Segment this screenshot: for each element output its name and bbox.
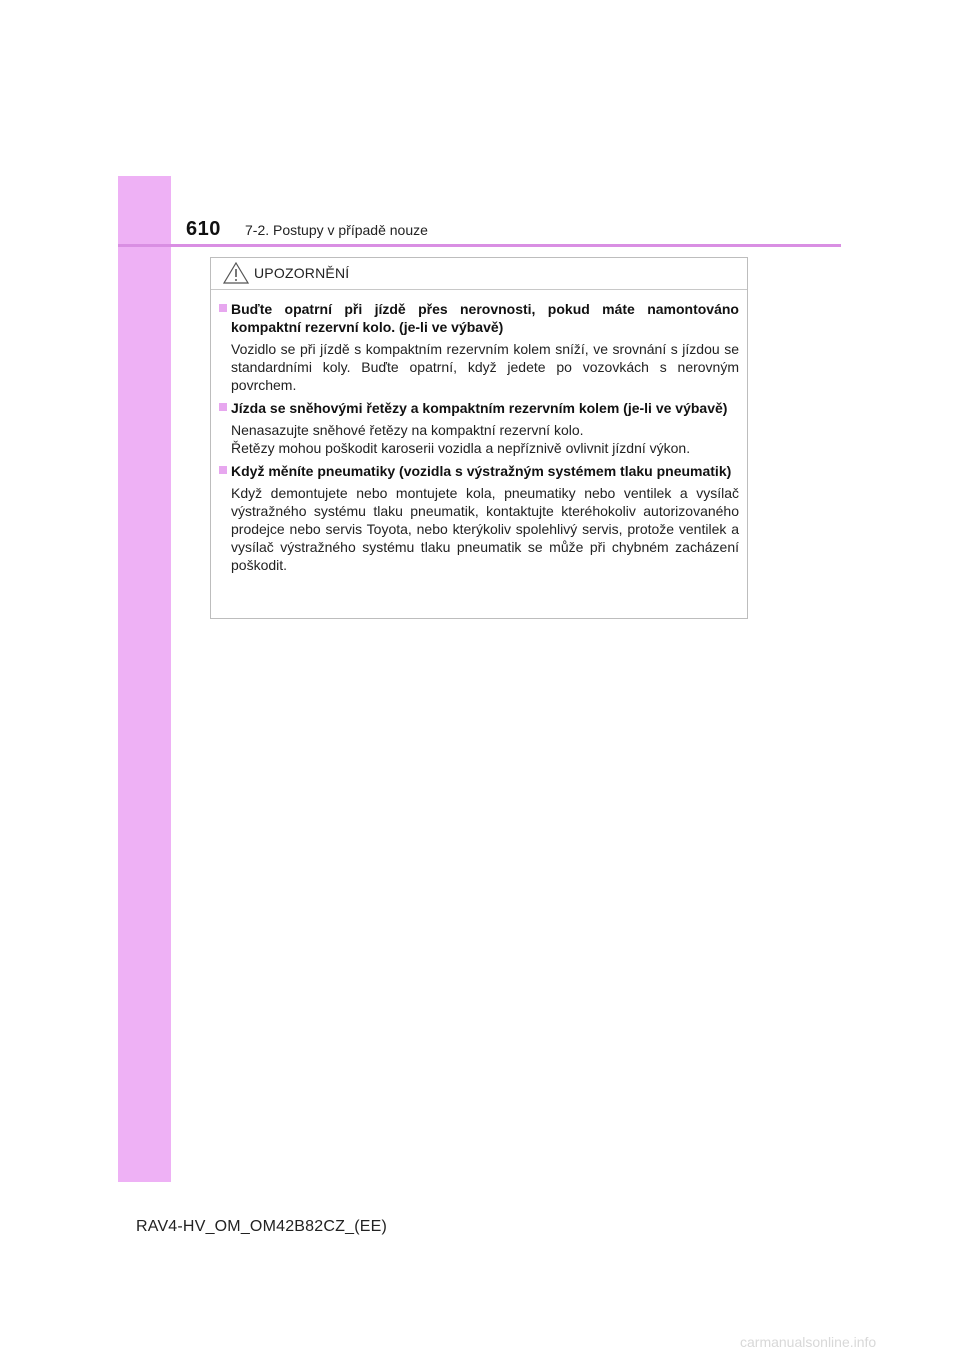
page-number: 610 (186, 218, 221, 240)
warning-item-text: Nenasazujte sněhové řetězy na kompaktní rezervní kolo. (231, 422, 584, 438)
warning-triangle-icon (223, 262, 249, 284)
warning-item-text: Řetězy mohou poškodit karoserii vozidla a nepříznivě ovlivnit jízdní výkon. (231, 440, 691, 456)
square-bullet-icon (219, 403, 227, 411)
warning-item-heading (219, 300, 739, 336)
header-divider (118, 244, 841, 247)
warning-item (219, 462, 739, 574)
warning-item (219, 300, 739, 394)
warning-box (210, 257, 748, 619)
warning-item-text: Vozidlo se při jízdě s kompaktním rezervním kolem sníží, ve srovnání s jízdou se standardními koly. Buďte opatrní, když jedete po vozovkách s nerovným povrchem. (231, 341, 739, 393)
document-code: RAV4-HV_OM_OM42B82CZ_(EE) (136, 1218, 387, 1235)
warning-item-heading (219, 399, 739, 417)
warning-item-heading-text: Když měníte pneumatiky (vozidla s výstražným systémem tlaku pneumatik) (231, 463, 732, 479)
square-bullet-icon (219, 466, 227, 474)
section-title: 7-2. Postupy v případě nouze (245, 222, 428, 238)
warning-item-heading-text: Buďte opatrní při jízdě přes nerovnosti, pokud máte namontováno kompaktní rezervní kolo. (je-li ve výbavě) (231, 301, 739, 335)
warning-header (211, 258, 747, 290)
warning-item (219, 399, 739, 457)
side-tab-band (118, 176, 171, 1182)
warning-item-heading-text: Jízda se sněhovými řetězy a kompaktním rezervním kolem (je-li ve výbavě) (231, 400, 728, 416)
warning-item-text: Když demontujete nebo montujete kola, pneumatiky nebo ventilek a vysílač výstražného systému tlaku pneumatik, kontaktujte kteréhokoliv autorizovaného prodejce nebo servis Toyota, nebo kterýkoliv spolehlivý servis, protože ventilek a vysílač výstražného systému tlaku pneumatik se může při chybném zacházení poškodit. (231, 485, 739, 573)
warning-title: UPOZORNĚNÍ (254, 265, 350, 281)
watermark: carmanualsonline.info (740, 1334, 877, 1350)
square-bullet-icon (219, 304, 227, 312)
warning-body (211, 290, 747, 574)
warning-item-heading (219, 462, 739, 480)
